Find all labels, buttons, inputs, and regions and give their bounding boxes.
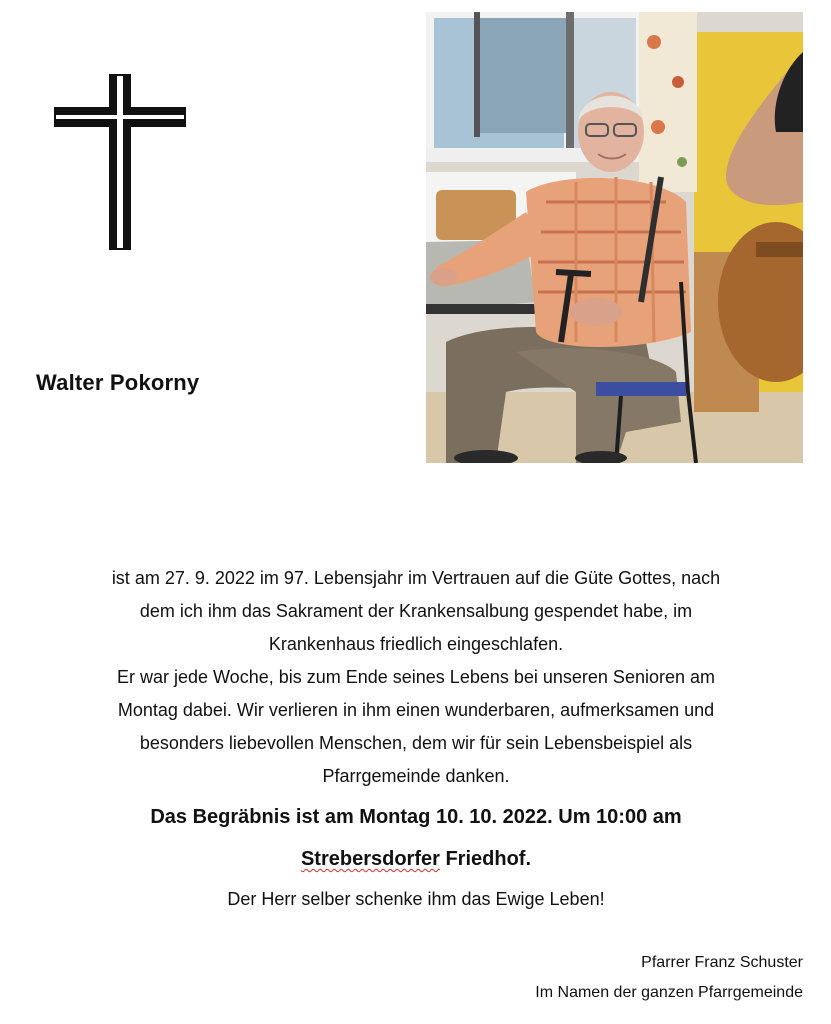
cemetery-name: Strebersdorfer [300,848,440,870]
portrait-photo [426,12,803,463]
announcement-text [40,562,792,793]
body-line: ist am 27. 9. 2022 im 97. Lebensjahr im Vertrauen auf die Güte Gottes, nach [111,568,721,588]
signature-block [535,948,803,1008]
signature-parish: Im Namen der ganzen Pfarrgemeinde [535,984,803,1001]
deceased-name: Walter Pokorny [36,370,200,395]
closing-blessing: Der Herr selber schenke ihm das Ewige Leben! [227,889,605,909]
signature-priest: Pfarrer Franz Schuster [641,954,803,971]
body-line: Montag dabei. Wir verlieren in ihm einen wunderbaren, aufmerksamen und [117,700,715,720]
burial-info [40,796,792,880]
body-line: Er war jede Woche, bis zum Ende seines Lebens bei unseren Senioren am [116,667,715,687]
body-line: Pfarrgemeinde danken. [322,766,510,786]
body-line: Krankenhaus friedlich eingeschlafen. [268,634,564,654]
burial-date-line: Das Begräbnis ist am Montag 10. 10. 2022. Um 10:00 am [150,806,682,828]
burial-place-line [40,838,792,880]
body-line: besonders liebevollen Menschen, dem wir für sein Lebensbeispiel als [139,733,693,753]
latin-cross-icon [54,74,186,250]
body-line: dem ich ihm das Sakrament der Krankensalbung gespendet habe, im [139,601,693,621]
cemetery-suffix: Friedhof. [439,848,532,870]
